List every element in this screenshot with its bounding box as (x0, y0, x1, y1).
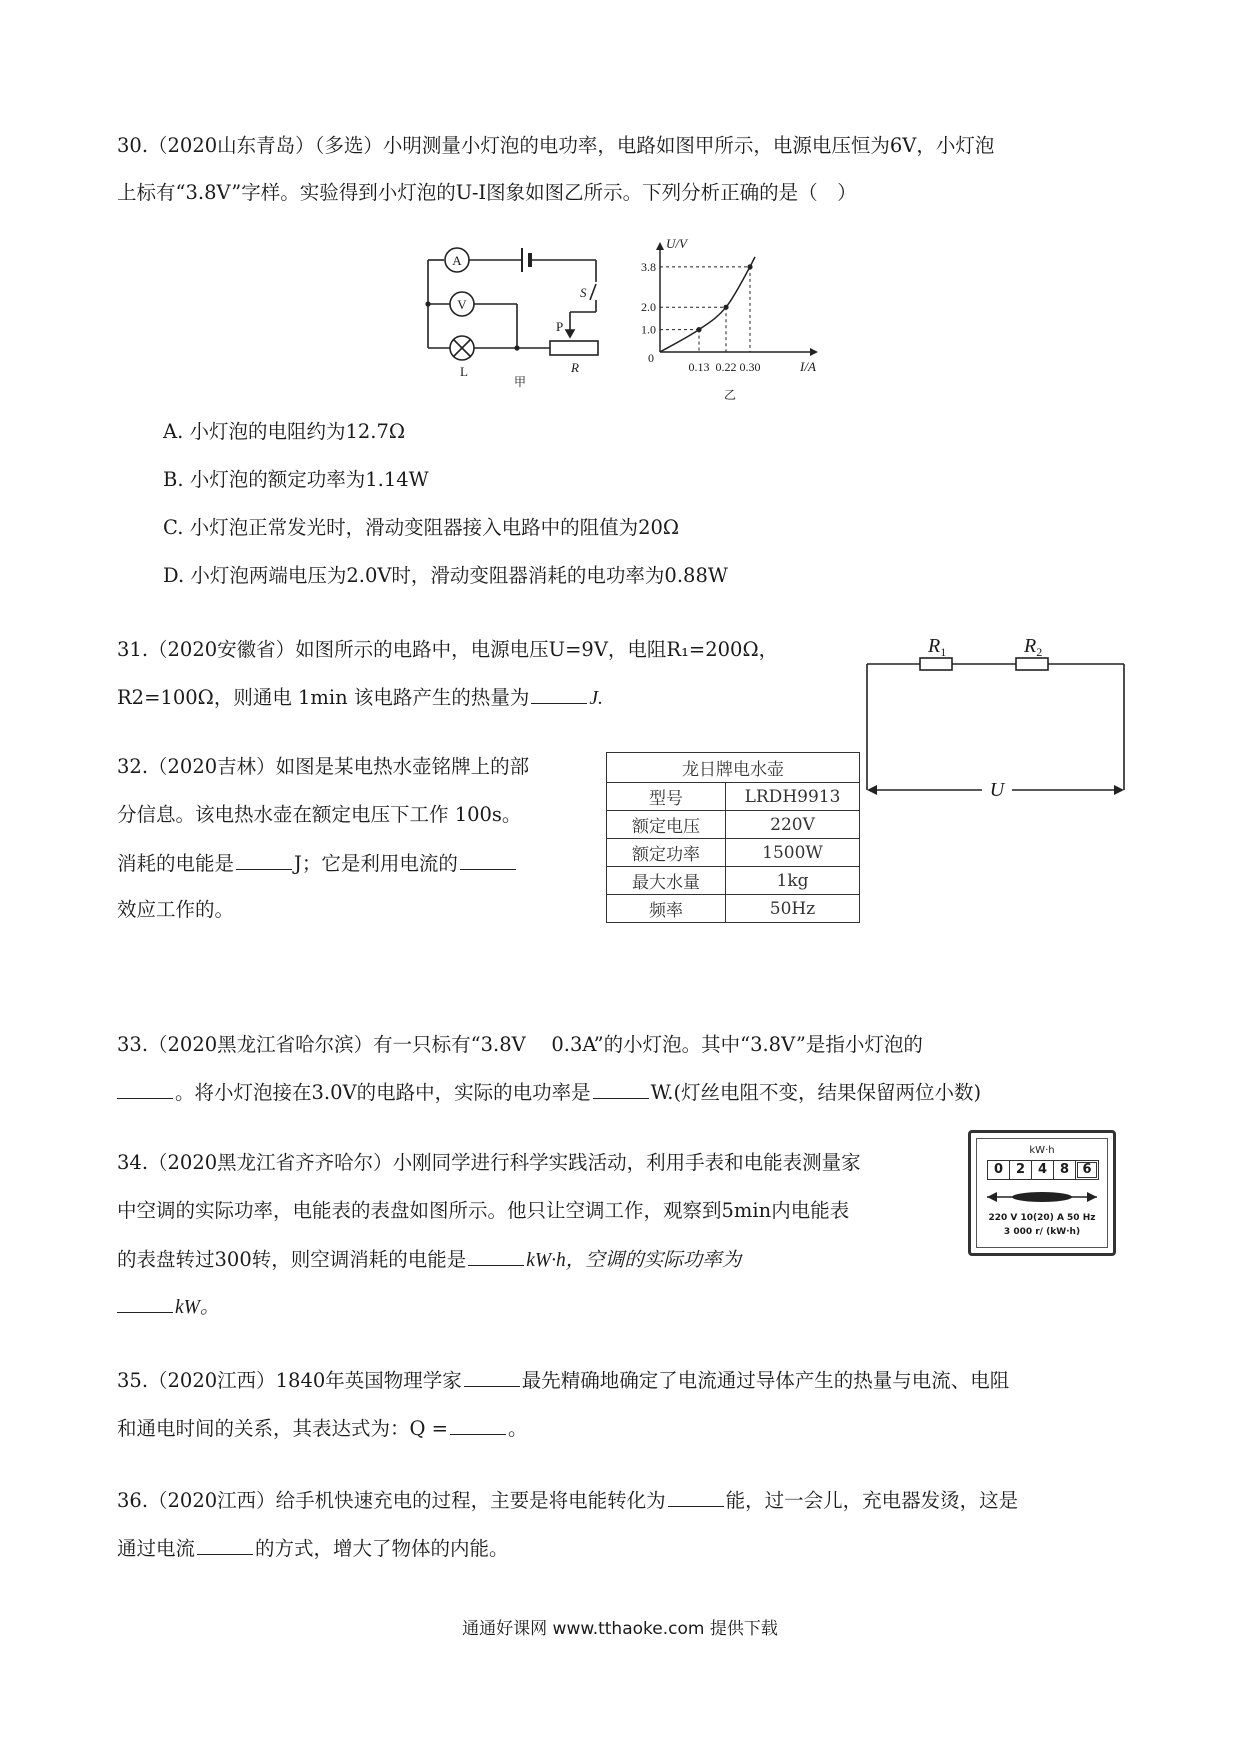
q36-text-a: 36.（2020江西）给手机快速充电的过程，主要是将电能转化为 (117, 1489, 666, 1512)
q32-effect-blank[interactable] (460, 853, 516, 870)
fig-yi-caption: 乙 (723, 388, 737, 402)
y-tick-label: 2.0 (641, 300, 656, 315)
r1-label: $R_1$ (928, 635, 947, 659)
r2-label: $R_2$ (1024, 635, 1043, 659)
q32-energy-blank[interactable] (236, 853, 292, 870)
q35-line-2 (117, 1418, 528, 1439)
meter-spec-1: 220 V 10(20) A 50 Hz (988, 1213, 1096, 1223)
q34-energy-blank[interactable] (468, 1249, 524, 1266)
q33-line-1: 33.（2020黑龙江省哈尔滨）有一只标有“3.8V 0.3A”的小灯泡。其中“3.8V”是指小灯泡的 (117, 1033, 923, 1056)
nameplate-value: 220V (726, 811, 860, 839)
q33-power-blank[interactable] (593, 1082, 649, 1099)
nameplate-value: LRDH9913 (726, 783, 860, 811)
table-row (607, 867, 860, 895)
meter-disc-icon (985, 1189, 1099, 1205)
y-axis-label: U/V (666, 236, 687, 251)
q32-line-4: 效应工作的。 (117, 898, 235, 921)
q35-text-c: 和通电时间的关系，其表达式为：Q = (117, 1417, 449, 1440)
x-axis-label: I/A (800, 359, 816, 374)
q36-energy-blank[interactable] (668, 1490, 724, 1507)
q34-line-3 (117, 1249, 741, 1271)
q33-text-c: W.(灯丝电阻不变，结果保留两位小数) (650, 1081, 982, 1104)
q30-option-d: D. 小灯泡两端电压为2.0V时，滑动变阻器消耗的电功率为0.88W (163, 564, 728, 587)
meter-digit: 4 (1032, 1161, 1054, 1179)
q36-text-b: 能，过一会儿，充电器发烫，这是 (725, 1489, 1019, 1512)
y-tick-label: 3.8 (641, 259, 656, 274)
nameplate-value: 1kg (726, 867, 860, 895)
data-point (747, 264, 752, 269)
y-tick-label: 1.0 (641, 322, 656, 337)
q36-line-1 (117, 1490, 1018, 1511)
q31-series-circuit (862, 624, 1132, 804)
q33-text-b: 。将小灯泡接在3.0V的电路中，实际的电功率是 (175, 1081, 591, 1104)
q31-unit: J. (589, 688, 603, 709)
voltmeter-label: V (457, 297, 467, 312)
table-row (607, 783, 860, 811)
q33-meaning-blank[interactable] (117, 1082, 173, 1099)
table-row (607, 895, 860, 923)
q30-option-b: B. 小灯泡的额定功率为1.14W (163, 468, 429, 491)
nameplate-key: 频率 (607, 895, 726, 923)
q33-line-2 (117, 1082, 981, 1103)
rheostat-label: R (571, 360, 579, 375)
nameplate-key: 额定功率 (607, 839, 726, 867)
nameplate-value: 50Hz (726, 895, 860, 923)
slider-label: P (556, 319, 564, 334)
nameplate-key: 最大水量 (607, 867, 726, 895)
q30-option-c: C. 小灯泡正常发光时，滑动变阻器接入电路中的阻值为20Ω (163, 516, 680, 539)
q31-answer-blank[interactable] (531, 687, 587, 704)
x-tick-label: 0.30 (739, 360, 761, 374)
q34-line-4 (117, 1296, 219, 1318)
q30-circuit-diagram (420, 244, 620, 389)
meter-digit: 8 (1054, 1161, 1076, 1179)
table-row (607, 811, 860, 839)
q35-text-a: 35.（2020江西）1840年英国物理学家 (117, 1369, 462, 1392)
q35-formula-blank[interactable] (450, 1418, 506, 1435)
q30-ui-graph (622, 236, 832, 406)
fig-jia-caption: 甲 (513, 375, 527, 389)
q36-text-d: 的方式，增大了物体的内能。 (255, 1537, 509, 1560)
q36-line-2 (117, 1538, 509, 1559)
nameplate-key: 型号 (607, 783, 726, 811)
q35-line-1 (117, 1370, 1009, 1391)
q30-option-a: A. 小灯泡的电阻约为12.7Ω (163, 420, 406, 443)
q31-line-1: 31.（2020安徽省）如图所示的电路中，电源电压U=9V，电阻R₁=200Ω， (117, 638, 779, 661)
q35-text-d: 。 (508, 1417, 528, 1440)
q32-text-a: 消耗的电能是 (117, 852, 235, 875)
q34-text-b: kW·h，空调的实际功率为 (526, 1250, 742, 1271)
q30-line-2: 上标有“3.8V”字样。实验得到小灯泡的U-I图象如图乙所示。下列分析正确的是（ ） (117, 181, 857, 204)
page-footer: 通通好课网 www.tthaoke.com 提供下载 (462, 1619, 778, 1639)
q31-text-a: R2=100Ω，则通电 1min 该电路产生的热量为 (117, 686, 530, 709)
x-tick-label: 0.13 (688, 360, 710, 374)
q30-line-1: 30.（2020山东青岛）（多选）小明测量小灯泡的电功率，电路如图甲所示，电源电压恒为6V，小灯泡 (117, 134, 995, 157)
q32-line-2: 分信息。该电热水壶在额定电压下工作 100s。 (117, 803, 522, 826)
electric-meter (968, 1130, 1116, 1256)
origin-label: 0 (648, 351, 654, 365)
q34-text-a: 的表盘转过300转，则空调消耗的电能是 (117, 1248, 467, 1271)
q34-power-blank[interactable] (117, 1296, 173, 1313)
q34-unit: kW。 (175, 1297, 220, 1318)
q34-line-1: 34.（2020黑龙江省齐齐哈尔）小刚同学进行科学实践活动，利用手表和电能表测量家 (117, 1151, 861, 1174)
switch-label: S (580, 285, 587, 300)
meter-spec-2: 3 000 r/ (kW·h) (1003, 1227, 1081, 1237)
meter-digit: 0 (988, 1161, 1010, 1179)
q32-line-3 (117, 853, 518, 874)
nameplate-title: 龙日牌电水壶 (607, 753, 860, 783)
q32-text-b: J；它是利用电流的 (294, 852, 458, 875)
q36-text-c: 通过电流 (117, 1537, 196, 1560)
q35-scientist-blank[interactable] (464, 1370, 520, 1387)
q32-line-1: 32.（2020吉林）如图是某电热水壶铭牌上的部 (117, 755, 530, 778)
q31-line-2 (117, 687, 603, 709)
voltage-u-label: U (989, 779, 1005, 801)
kettle-nameplate-table (606, 752, 860, 923)
meter-digit: 2 (1010, 1161, 1032, 1179)
nameplate-value: 1500W (726, 839, 860, 867)
x-tick-label: 0.22 (715, 360, 737, 374)
lamp-label: L (460, 364, 468, 379)
meter-unit: kW·h (1029, 1145, 1055, 1156)
q35-text-b: 最先精确地确定了电流通过导体产生的热量与电流、电阻 (521, 1369, 1010, 1392)
data-point (696, 327, 701, 332)
data-point (723, 305, 728, 310)
table-row (607, 839, 860, 867)
meter-digits (987, 1160, 1099, 1180)
meter-digit-decimal: 6 (1077, 1162, 1097, 1178)
q36-method-blank[interactable] (197, 1538, 253, 1555)
nameplate-key: 额定电压 (607, 811, 726, 839)
q34-line-2: 中空调的实际功率，电能表的表盘如图所示。他只让空调工作，观察到5min内电能表 (117, 1199, 850, 1222)
ammeter-label: A (452, 253, 462, 268)
ui-curve (660, 257, 755, 352)
